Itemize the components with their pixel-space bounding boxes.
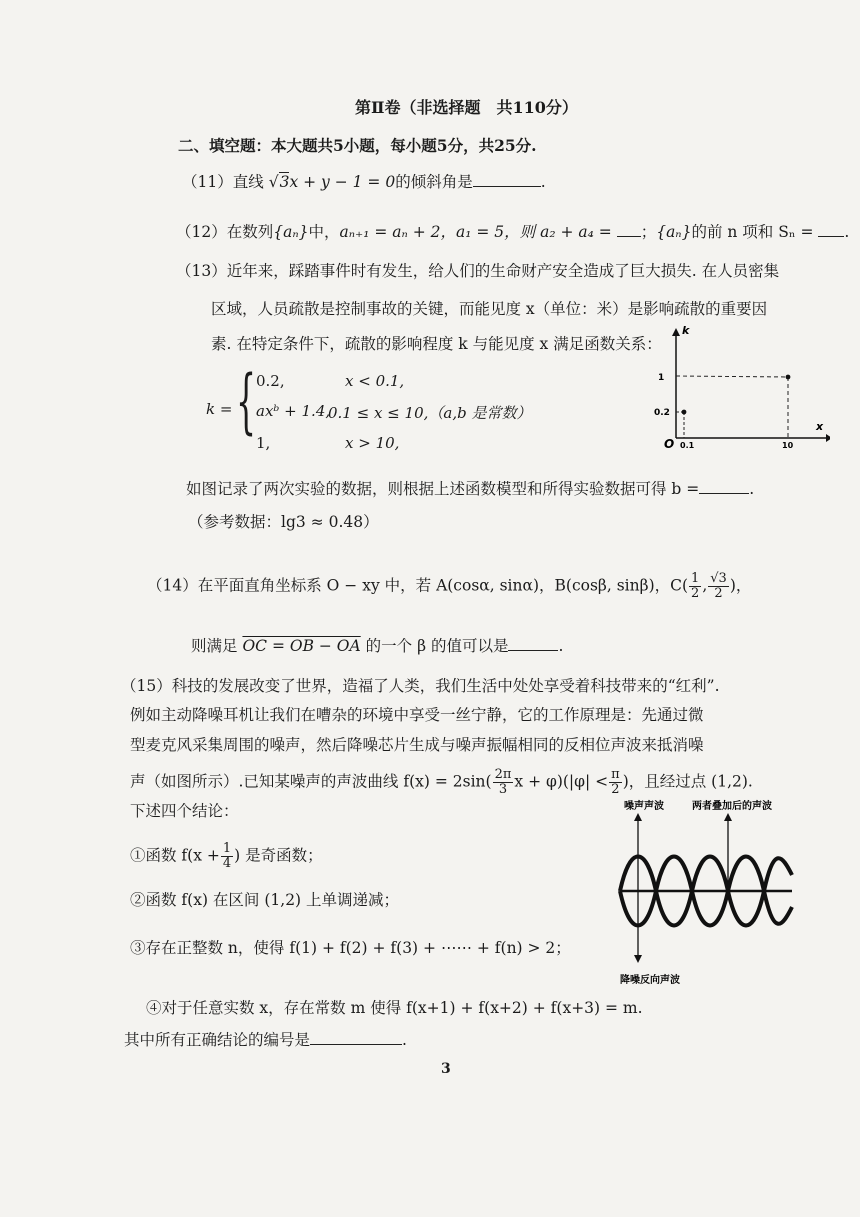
q12-sep: ； bbox=[640, 223, 657, 241]
q15-frac-1-num: 2π bbox=[494, 767, 512, 782]
q15-label-sum: 两者叠加后的声波 bbox=[692, 801, 772, 812]
q15-arrow-sum-head bbox=[724, 813, 732, 821]
q13-graph bbox=[640, 320, 830, 460]
q14-line-2: 则满足 OC = OB − OA 的一个 β 的值可以是 . bbox=[191, 637, 564, 655]
q14-text-1: 在平面直角坐标系 O − xy 中，若 A(cosα, sinα)，B(cosβ, sinβ)，C( bbox=[197, 576, 689, 595]
q11-end: . bbox=[540, 173, 546, 191]
q13-graph-dash-1 bbox=[676, 376, 788, 377]
q15-line-2: 例如主动降噪耳机让我们在嘈杂的环境中享受一丝宁静，它的工作原理是：先通过微 bbox=[130, 706, 704, 724]
q14-frac-1-num: 1 bbox=[691, 571, 700, 586]
page-number: 3 bbox=[441, 1061, 451, 1077]
q12-answer-blank-2[interactable] bbox=[818, 222, 844, 237]
q13-graph-x-arrow bbox=[826, 434, 830, 442]
q12-number: （12） bbox=[176, 223, 227, 241]
q15-c1-frac bbox=[221, 842, 233, 871]
q15-frac-1 bbox=[493, 768, 514, 797]
q14-vector-equation: OC = OB − OA bbox=[242, 637, 361, 655]
q14-frac-2-num: √3 bbox=[710, 571, 727, 586]
q15-line-4 bbox=[130, 768, 753, 797]
q15-text-1: 科技的发展改变了世界，造福了人类，我们生活中处处享受着科技带来的“红利”. bbox=[171, 677, 720, 695]
q12-seq-2: {aₙ} bbox=[656, 223, 692, 241]
q13-case1-condition: x < 0.1, bbox=[345, 372, 405, 390]
q15-number: （15） bbox=[121, 677, 172, 695]
q13-graph-origin: O bbox=[664, 437, 675, 451]
q12-text-b: 中， bbox=[308, 223, 340, 241]
question-11 bbox=[182, 172, 546, 192]
q14-frac-1 bbox=[689, 572, 701, 601]
q13-case2-condition: 0.1 ≤ x ≤ 10,（a,b 是常数） bbox=[328, 404, 532, 422]
q14-text-post: 的一个 β 的值可以是 bbox=[365, 637, 509, 655]
section-title: 第Ⅱ卷（非选择题 共110分） bbox=[355, 98, 578, 117]
q13-line-5: （参考数据：lg3 ≈ 0.48） bbox=[188, 513, 379, 531]
q13-graph-point-1 bbox=[682, 410, 687, 415]
q13-k-equals: k = bbox=[206, 400, 233, 418]
q13-graph-y-arrow bbox=[672, 328, 680, 336]
q14-text-pre: 则满足 bbox=[191, 637, 238, 655]
q12-answer-blank-1[interactable] bbox=[617, 222, 641, 237]
q13-graph-tick-01: 0.1 bbox=[680, 441, 695, 450]
q14-c-end: )， bbox=[729, 576, 752, 595]
q15-final-text: 其中所有正确结论的编号是 bbox=[124, 1031, 311, 1049]
q11-text-pre: 直线 bbox=[232, 173, 264, 191]
q13-number: （13） bbox=[176, 262, 227, 280]
q15-text-4-mid: x + φ)(|φ| < bbox=[514, 772, 609, 791]
q15-frac-2-den: 2 bbox=[611, 782, 620, 797]
q11-answer-blank[interactable] bbox=[473, 172, 541, 187]
q15-c1-frac-den: 4 bbox=[222, 856, 232, 871]
q15-conclusion-4: ④对于任意实数 x，存在常数 m 使得 f(x+1) + f(x+2) + f(x+3) = m. bbox=[146, 999, 643, 1017]
q13-graph-tick-1: 1 bbox=[658, 373, 665, 383]
q13-line-4: 如图记录了两次实验的数据，则根据上述函数模型和所得实验数据可得 b = . bbox=[186, 480, 755, 498]
q15-frac-1-den: 3 bbox=[498, 782, 508, 797]
q14-frac-1-den: 2 bbox=[691, 586, 700, 601]
q15-conclusion-3: ③存在正整数 n，使得 f(1) + f(2) + f(3) + ⋯⋯ + f(n) > 2； bbox=[130, 939, 571, 957]
q13-line-1 bbox=[176, 261, 779, 281]
q13-line-3: 素. 在特定条件下，疏散的影响程度 k 与能见度 x 满足函数关系： bbox=[211, 335, 662, 353]
q13-graph-tick-02: 0.2 bbox=[654, 408, 670, 418]
q12-seq: {aₙ} bbox=[273, 223, 309, 241]
q15-c1-frac-num: 1 bbox=[222, 841, 232, 856]
q13-graph-point-2 bbox=[786, 375, 791, 380]
q13-line-2: 区域，人员疏散是控制事故的关键，而能见度 x（单位：米）是影响疏散的重要因 bbox=[211, 300, 768, 318]
q15-line-5: 下述四个结论： bbox=[130, 802, 239, 820]
q13-brace: { bbox=[236, 360, 257, 442]
q15-arrow-anti-head bbox=[634, 955, 642, 963]
q15-frac-2 bbox=[609, 768, 622, 797]
q11-text-post: 的倾斜角是 bbox=[395, 173, 473, 191]
q12-relation: aₙ₊₁ = aₙ + 2，a₁ = 5，则 a₂ + a₄ = bbox=[339, 223, 612, 241]
q11-expr: x + y − 1 = 0 bbox=[289, 173, 396, 191]
q15-text-4-pre: 声（如图所示）.已知某噪声的声波曲线 f(x) = 2sin( bbox=[130, 772, 492, 791]
q12-text-c: 的前 n 项和 Sₙ = bbox=[691, 223, 814, 241]
q11-number: （11） bbox=[182, 173, 233, 191]
q15-arrow-noise-head bbox=[634, 813, 642, 821]
q15-final: 其中所有正确结论的编号是 . bbox=[124, 1031, 407, 1049]
q14-line-1: （14）在平面直角坐标系 O − xy 中，若 A(cosα, sinα)，B(cosβ, sinβ)，C( $\frac{1}{2}$ , $\frac{√3}{2}$ )， bbox=[147, 571, 752, 601]
q13-text-1: 近年来，踩踏事件时有发生，给人们的生命财产安全造成了巨大损失. 在人员密集 bbox=[226, 262, 780, 280]
q13-case3-value: 1, bbox=[256, 434, 271, 452]
q14-answer-blank[interactable] bbox=[508, 636, 558, 651]
q15-conclusion-1 bbox=[130, 842, 323, 871]
q15-label-noise: 噪声声波 bbox=[624, 801, 664, 812]
q14-frac-2-den: 2 bbox=[714, 586, 723, 601]
q15-answer-blank[interactable] bbox=[310, 1030, 402, 1045]
q15-line-3: 型麦克风采集周围的噪声，然后降噪芯片生成与噪声振幅相同的反相位声波来抵消噪 bbox=[130, 736, 704, 754]
q12-text-a: 在数列 bbox=[226, 223, 274, 241]
q15-wave-figure bbox=[610, 795, 800, 995]
q15-c1-pre: ①函数 f(x + bbox=[130, 846, 220, 865]
section-instruction: 二、填空题：本大题共5小题，每小题5分，共25分. bbox=[178, 136, 537, 155]
q15-conclusion-2: ②函数 f(x) 在区间 (1,2) 上单调递减； bbox=[130, 891, 400, 909]
q13-graph-tick-10: 10 bbox=[782, 441, 794, 450]
q15-c1-post: ) 是奇函数； bbox=[234, 846, 323, 865]
question-12 bbox=[176, 222, 849, 242]
q15-text-4-post: )，且经过点 (1,2). bbox=[622, 772, 753, 791]
q13-graph-y-label: k bbox=[682, 324, 690, 337]
q14-frac-2 bbox=[708, 572, 729, 601]
q14-number: （14） bbox=[147, 576, 198, 595]
q12-end: . bbox=[844, 223, 850, 241]
q11-sqrt3: √3 bbox=[268, 173, 290, 191]
q15-label-anti: 降噪反向声波 bbox=[620, 975, 680, 986]
q13-case3-condition: x > 10, bbox=[345, 434, 400, 452]
q15-line-1 bbox=[121, 676, 720, 696]
q13-answer-blank[interactable] bbox=[699, 479, 749, 494]
q13-text-4: 如图记录了两次实验的数据，则根据上述函数模型和所得实验数据可得 b = bbox=[186, 480, 700, 498]
q13-case1-value: 0.2, bbox=[256, 372, 285, 390]
q13-case2-value: axᵇ + 1.4, bbox=[256, 402, 331, 420]
q13-graph-x-label: x bbox=[816, 420, 824, 433]
q15-frac-2-num: π bbox=[611, 767, 620, 782]
